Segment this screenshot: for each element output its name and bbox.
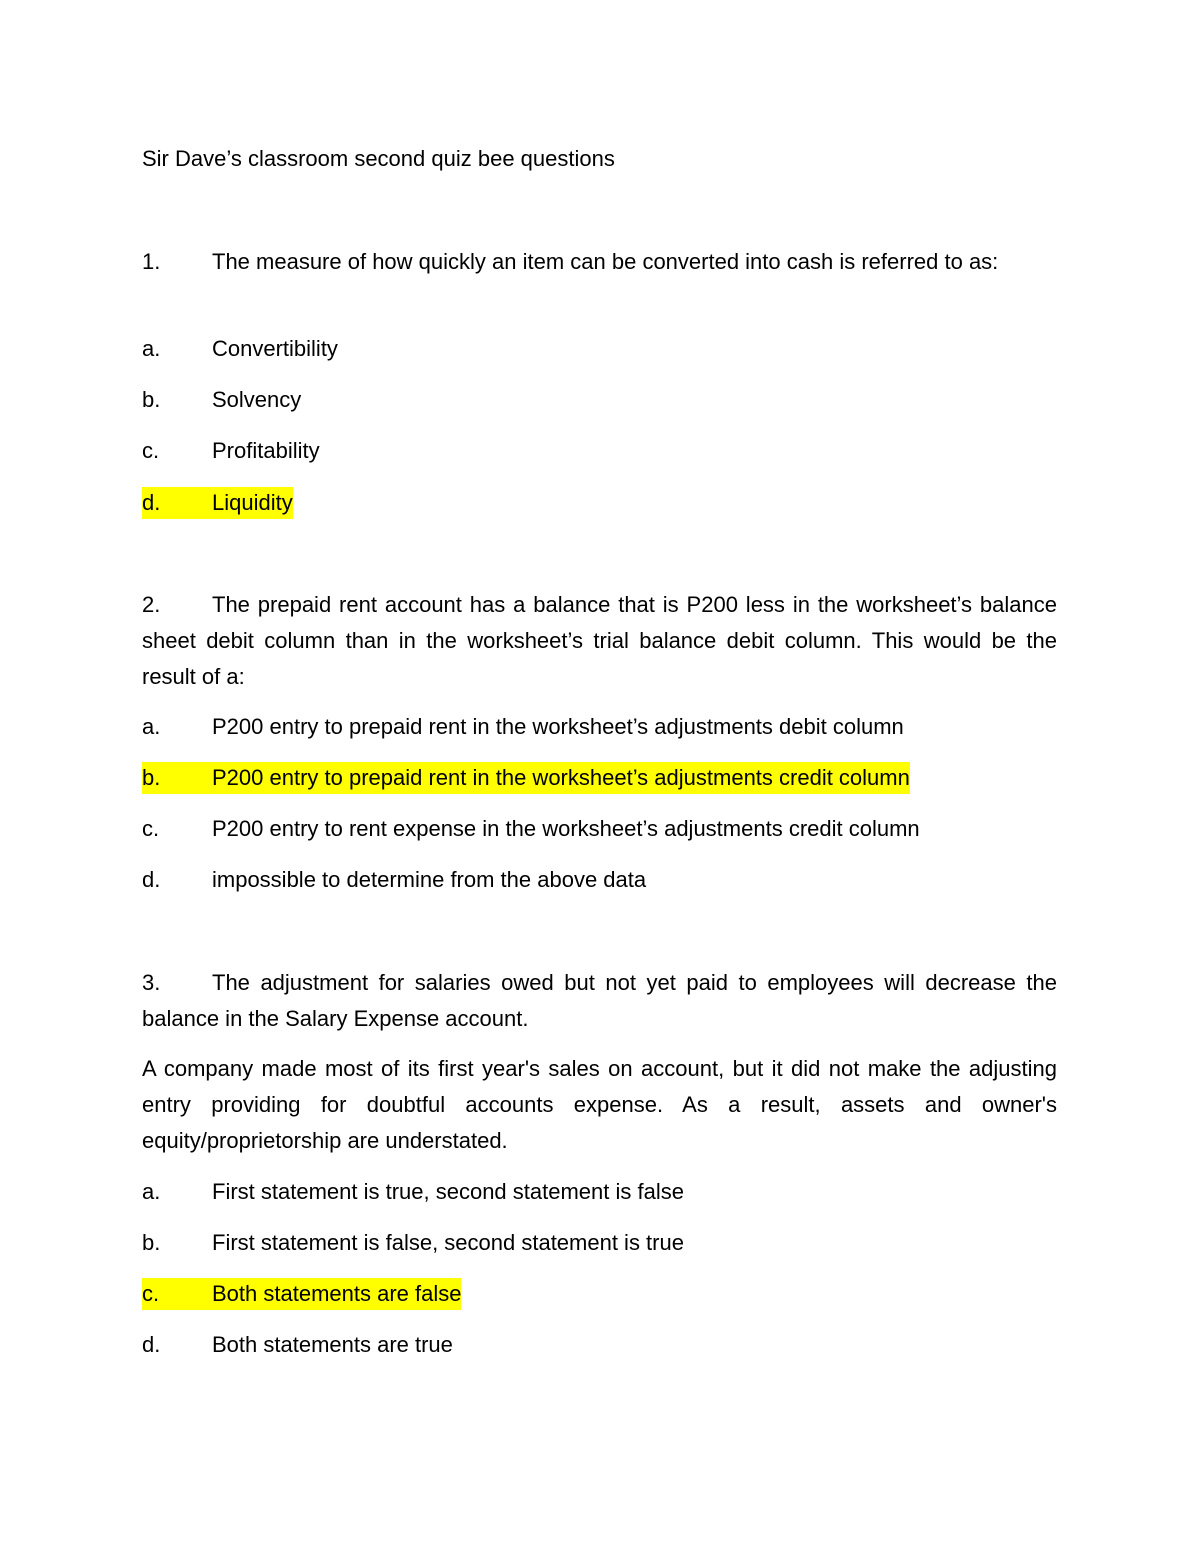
option-letter: c. [142, 438, 160, 463]
option-3d [142, 1329, 453, 1361]
question-3-second-statement: A company made most of its first year's sales on account, but it did not make the adjusting entry providing for doubtful accounts expense. As a result, assets and owner's equity/proprietorship are understated. [142, 1056, 1057, 1153]
option-1c [142, 435, 320, 467]
option-3c-highlighted [142, 1278, 461, 1310]
option-1b [142, 384, 301, 416]
question-number: 1. [142, 249, 161, 274]
option-text: Both statements are false [212, 1281, 462, 1306]
option-text: First statement is true, second statement is false [212, 1179, 684, 1204]
option-text: P200 entry to prepaid rent in the worksheet’s adjustments credit column [212, 765, 910, 790]
option-2a [142, 711, 904, 743]
option-letter: a. [142, 714, 161, 739]
question-text: The prepaid rent account has a balance that is P200 less in the worksheet’s balance sheet debit column than in the worksheet’s trial balance debit column. This would be the result of a: [142, 592, 1057, 689]
option-letter: a. [142, 1179, 161, 1204]
option-letter: b. [142, 387, 161, 412]
option-text: First statement is false, second statement is true [212, 1230, 684, 1255]
option-letter: d. [142, 867, 161, 892]
option-letter: b. [142, 1230, 161, 1255]
option-2c [142, 813, 920, 845]
option-text: P200 entry to rent expense in the worksheet’s adjustments credit column [212, 816, 920, 841]
question-number: 2. [142, 592, 161, 617]
question-text: The measure of how quickly an item can be converted into cash is referred to as: [212, 249, 999, 274]
option-letter: d. [142, 490, 161, 515]
option-letter: b. [142, 765, 161, 790]
option-1a [142, 333, 338, 365]
question-3 [142, 965, 1057, 1037]
option-2d [142, 864, 646, 896]
option-letter: c. [142, 816, 160, 841]
option-text: Both statements are true [212, 1332, 453, 1357]
option-letter: d. [142, 1332, 161, 1357]
option-text: P200 entry to prepaid rent in the worksheet’s adjustments debit column [212, 714, 904, 739]
option-text: Profitability [212, 438, 320, 463]
option-letter: a. [142, 336, 161, 361]
question-text: The adjustment for salaries owed but not yet paid to employees will decrease the balance in the Salary Expense account. [142, 970, 1057, 1031]
option-2b-highlighted [142, 762, 910, 794]
option-1d-highlighted [142, 487, 293, 519]
question-number: 3. [142, 970, 161, 995]
option-3a [142, 1176, 684, 1208]
option-text: Convertibility [212, 336, 338, 361]
option-3b [142, 1227, 684, 1259]
question-1 [142, 244, 1057, 280]
option-text: Liquidity [212, 490, 293, 515]
option-text: impossible to determine from the above data [212, 867, 647, 892]
document-title: Sir Dave’s classroom second quiz bee questions [142, 146, 615, 171]
option-letter: c. [142, 1281, 160, 1306]
question-2 [142, 587, 1057, 695]
option-text: Solvency [212, 387, 302, 412]
